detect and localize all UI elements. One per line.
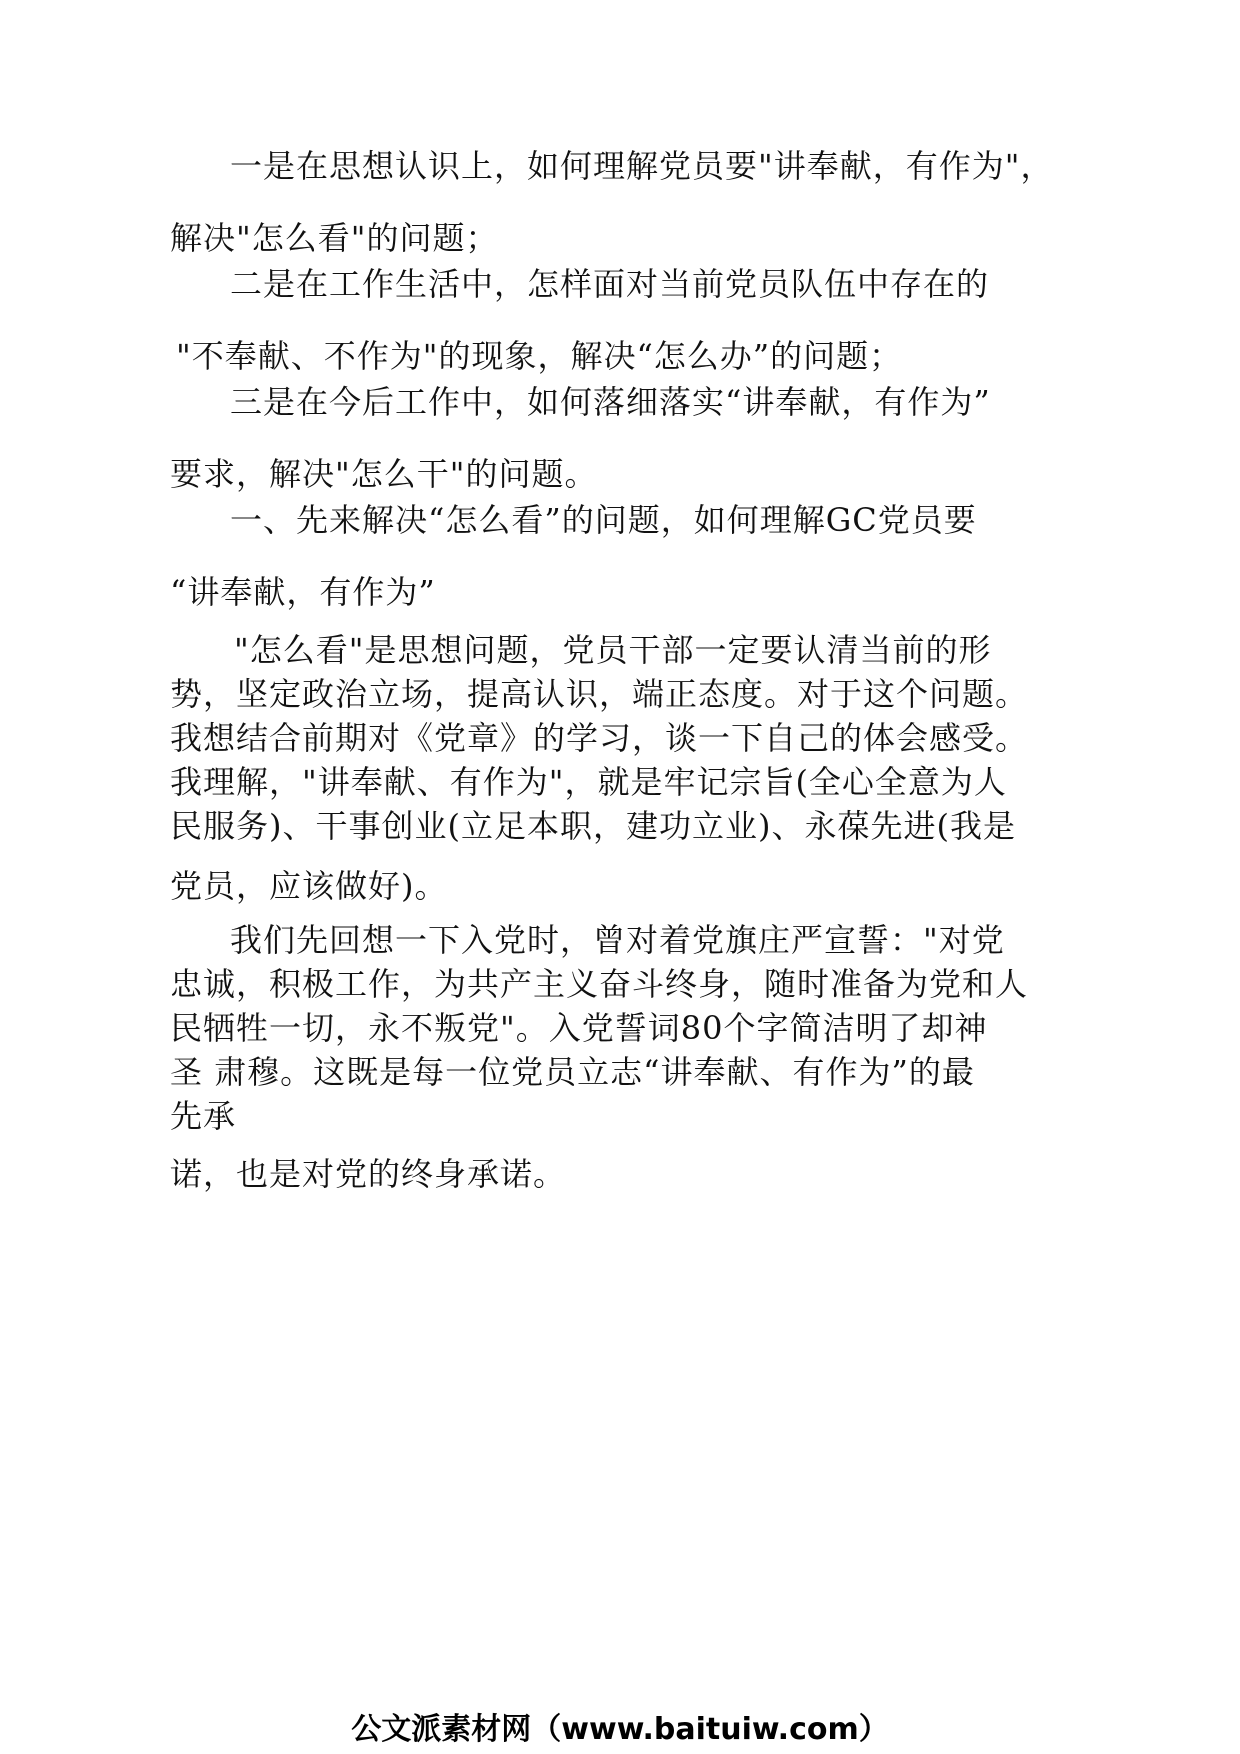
paragraph-line: “讲奉献，有作为”: [170, 573, 436, 611]
paragraph-line: 势，坚定政治立场，提高认识，端正态度。对于这个问题。: [170, 675, 1029, 713]
paragraph-line: "怎么看"是思想问题，党员干部一定要认清当前的形: [234, 631, 992, 669]
paragraph-line: 一是在思想认识上，如何理解党员要"讲奉献，有作为"，: [230, 147, 1054, 185]
paragraph-line: 诺，也是对党的终身承诺。: [170, 1155, 567, 1193]
paragraph-line: 我们先回想一下入党时，曾对着党旗庄严宣誓："对党: [230, 921, 1005, 959]
paragraph-line: 党员，应该做好)。: [170, 867, 448, 905]
paragraph-line: 要求，解决"怎么干"的问题。: [170, 455, 598, 493]
paragraph-line: 先承: [170, 1097, 237, 1135]
paragraph-line: 解决"怎么看"的问题；: [170, 219, 499, 257]
paragraph-line: 我理解，"讲奉献、有作为"，就是牢记宗旨(全心全意为人: [170, 763, 1007, 801]
footer-source: 公文派素材网（www.baituiw.com）: [351, 1712, 889, 1747]
paragraph-line: 圣 肃穆。这既是每一位党员立志“讲奉献、有作为”的最: [170, 1053, 975, 1091]
paragraph-line: 二是在工作生活中，怎样面对当前党员队伍中存在的: [230, 265, 990, 303]
paragraph-line: 忠诚，积极工作，为共产主义奋斗终身，随时准备为党和人: [170, 965, 1029, 1003]
paragraph-line: 一、先来解决“怎么看”的问题，如何理解GC党员要: [230, 501, 977, 539]
paragraph-line: 民服务)、干事创业(立足本职，建功立业)、永葆先进(我是: [170, 807, 1016, 845]
paragraph-line: 我想结合前期对《党章》的学习，谈一下自己的体会感受。: [170, 719, 1029, 757]
paragraph-line: 民牺牲一切，永不叛党"。入党誓词80个字简洁明了却神: [170, 1009, 988, 1047]
paragraph-line: "不奉献、不作为"的现象，解决“怎么办”的问题；: [176, 337, 903, 375]
paragraph-line: 三是在今后工作中，如何落细落实“讲奉献，有作为”: [230, 383, 991, 421]
